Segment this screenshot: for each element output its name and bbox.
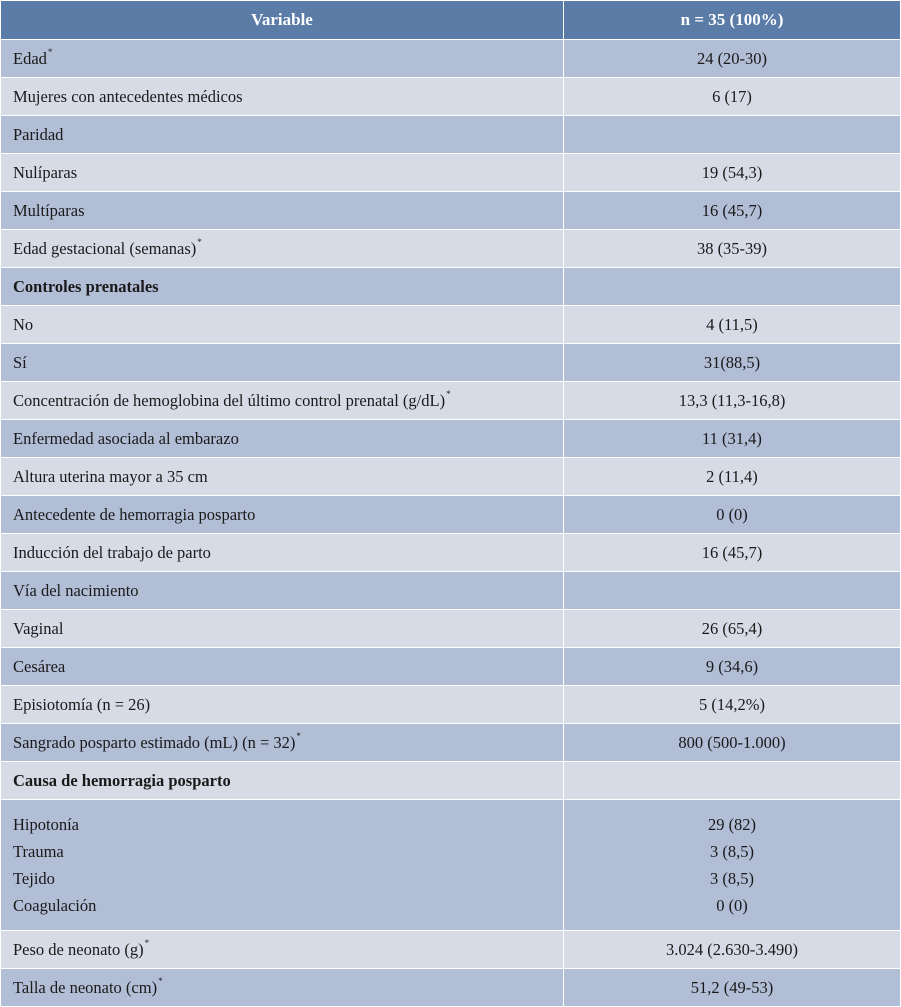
row-value: 19 (54,3) bbox=[564, 154, 901, 192]
row-label: Edad* bbox=[1, 40, 564, 78]
row-value: 0 (0) bbox=[564, 496, 901, 534]
table-row bbox=[1, 78, 901, 116]
row-value bbox=[564, 268, 901, 306]
section-row bbox=[1, 268, 901, 306]
section-row bbox=[1, 762, 901, 800]
row-value: 11 (31,4) bbox=[564, 420, 901, 458]
row-value: 800 (500-1.000) bbox=[564, 724, 901, 762]
row-value bbox=[564, 116, 901, 154]
table-row bbox=[1, 458, 901, 496]
table-row bbox=[1, 382, 901, 420]
row-label: Vaginal bbox=[1, 610, 564, 648]
table-row bbox=[1, 610, 901, 648]
row-label: Antecedente de hemorragia posparto bbox=[1, 496, 564, 534]
row-value: 38 (35-39) bbox=[564, 230, 901, 268]
table-row bbox=[1, 572, 901, 610]
cause-values bbox=[564, 800, 901, 931]
cause-label: Tejido bbox=[13, 869, 55, 888]
table-row bbox=[1, 344, 901, 382]
row-label: Talla de neonato (cm)* bbox=[1, 969, 564, 1007]
table-row bbox=[1, 420, 901, 458]
row-label: Multíparas bbox=[1, 192, 564, 230]
cause-label: Hipotonía bbox=[13, 815, 79, 834]
row-label: Altura uterina mayor a 35 cm bbox=[1, 458, 564, 496]
table-row bbox=[1, 686, 901, 724]
row-label: No bbox=[1, 306, 564, 344]
cause-label: Coagulación bbox=[13, 896, 97, 915]
row-value bbox=[564, 572, 901, 610]
row-label: Mujeres con antecedentes médicos bbox=[1, 78, 564, 116]
row-label: Sí bbox=[1, 344, 564, 382]
row-value: 31(88,5) bbox=[564, 344, 901, 382]
row-value: 24 (20-30) bbox=[564, 40, 901, 78]
cause-labels bbox=[1, 800, 564, 931]
header-variable: Variable bbox=[1, 1, 564, 40]
row-label: Vía del nacimiento bbox=[1, 572, 564, 610]
row-value: 51,2 (49-53) bbox=[564, 969, 901, 1007]
table-row bbox=[1, 306, 901, 344]
table-row bbox=[1, 116, 901, 154]
table-row bbox=[1, 154, 901, 192]
row-label: Sangrado posparto estimado (mL) (n = 32)* bbox=[1, 724, 564, 762]
row-value: 6 (17) bbox=[564, 78, 901, 116]
cause-value: 0 (0) bbox=[716, 896, 748, 915]
cause-value: 29 (82) bbox=[707, 815, 757, 834]
row-label: Nulíparas bbox=[1, 154, 564, 192]
section-title: Causa de hemorragia posparto bbox=[1, 762, 564, 800]
row-value: 5 (14,2%) bbox=[564, 686, 901, 724]
row-value: 13,3 (11,3-16,8) bbox=[564, 382, 901, 420]
table-row bbox=[1, 192, 901, 230]
row-value: 2 (11,4) bbox=[564, 458, 901, 496]
row-value: 9 (34,6) bbox=[564, 648, 901, 686]
table-row bbox=[1, 40, 901, 78]
row-label: Enfermedad asociada al embarazo bbox=[1, 420, 564, 458]
cause-value: 3 (8,5) bbox=[710, 869, 754, 888]
table-row bbox=[1, 800, 901, 931]
table-row bbox=[1, 534, 901, 572]
table-row bbox=[1, 496, 901, 534]
row-label: Edad gestacional (semanas)* bbox=[1, 230, 564, 268]
cause-label: Trauma bbox=[13, 842, 64, 861]
row-value: 3.024 (2.630-3.490) bbox=[564, 931, 901, 969]
cause-value: 3 (8,5) bbox=[710, 842, 754, 861]
row-value: 4 (11,5) bbox=[564, 306, 901, 344]
row-label: Cesárea bbox=[1, 648, 564, 686]
row-value bbox=[564, 762, 901, 800]
row-label: Peso de neonato (g)* bbox=[1, 931, 564, 969]
row-value: 16 (45,7) bbox=[564, 192, 901, 230]
header-row bbox=[1, 1, 901, 40]
row-label: Episiotomía (n = 26) bbox=[1, 686, 564, 724]
header-count: n = 35 (100%) bbox=[564, 1, 901, 40]
table-row bbox=[1, 230, 901, 268]
row-label: Paridad bbox=[1, 116, 564, 154]
table-row bbox=[1, 648, 901, 686]
row-value: 16 (45,7) bbox=[564, 534, 901, 572]
table-row bbox=[1, 724, 901, 762]
row-value: 26 (65,4) bbox=[564, 610, 901, 648]
table-row bbox=[1, 931, 901, 969]
table-row bbox=[1, 969, 901, 1007]
row-label: Inducción del trabajo de parto bbox=[1, 534, 564, 572]
row-label: Concentración de hemoglobina del último control prenatal (g/dL)* bbox=[1, 382, 564, 420]
section-title: Controles prenatales bbox=[1, 268, 564, 306]
